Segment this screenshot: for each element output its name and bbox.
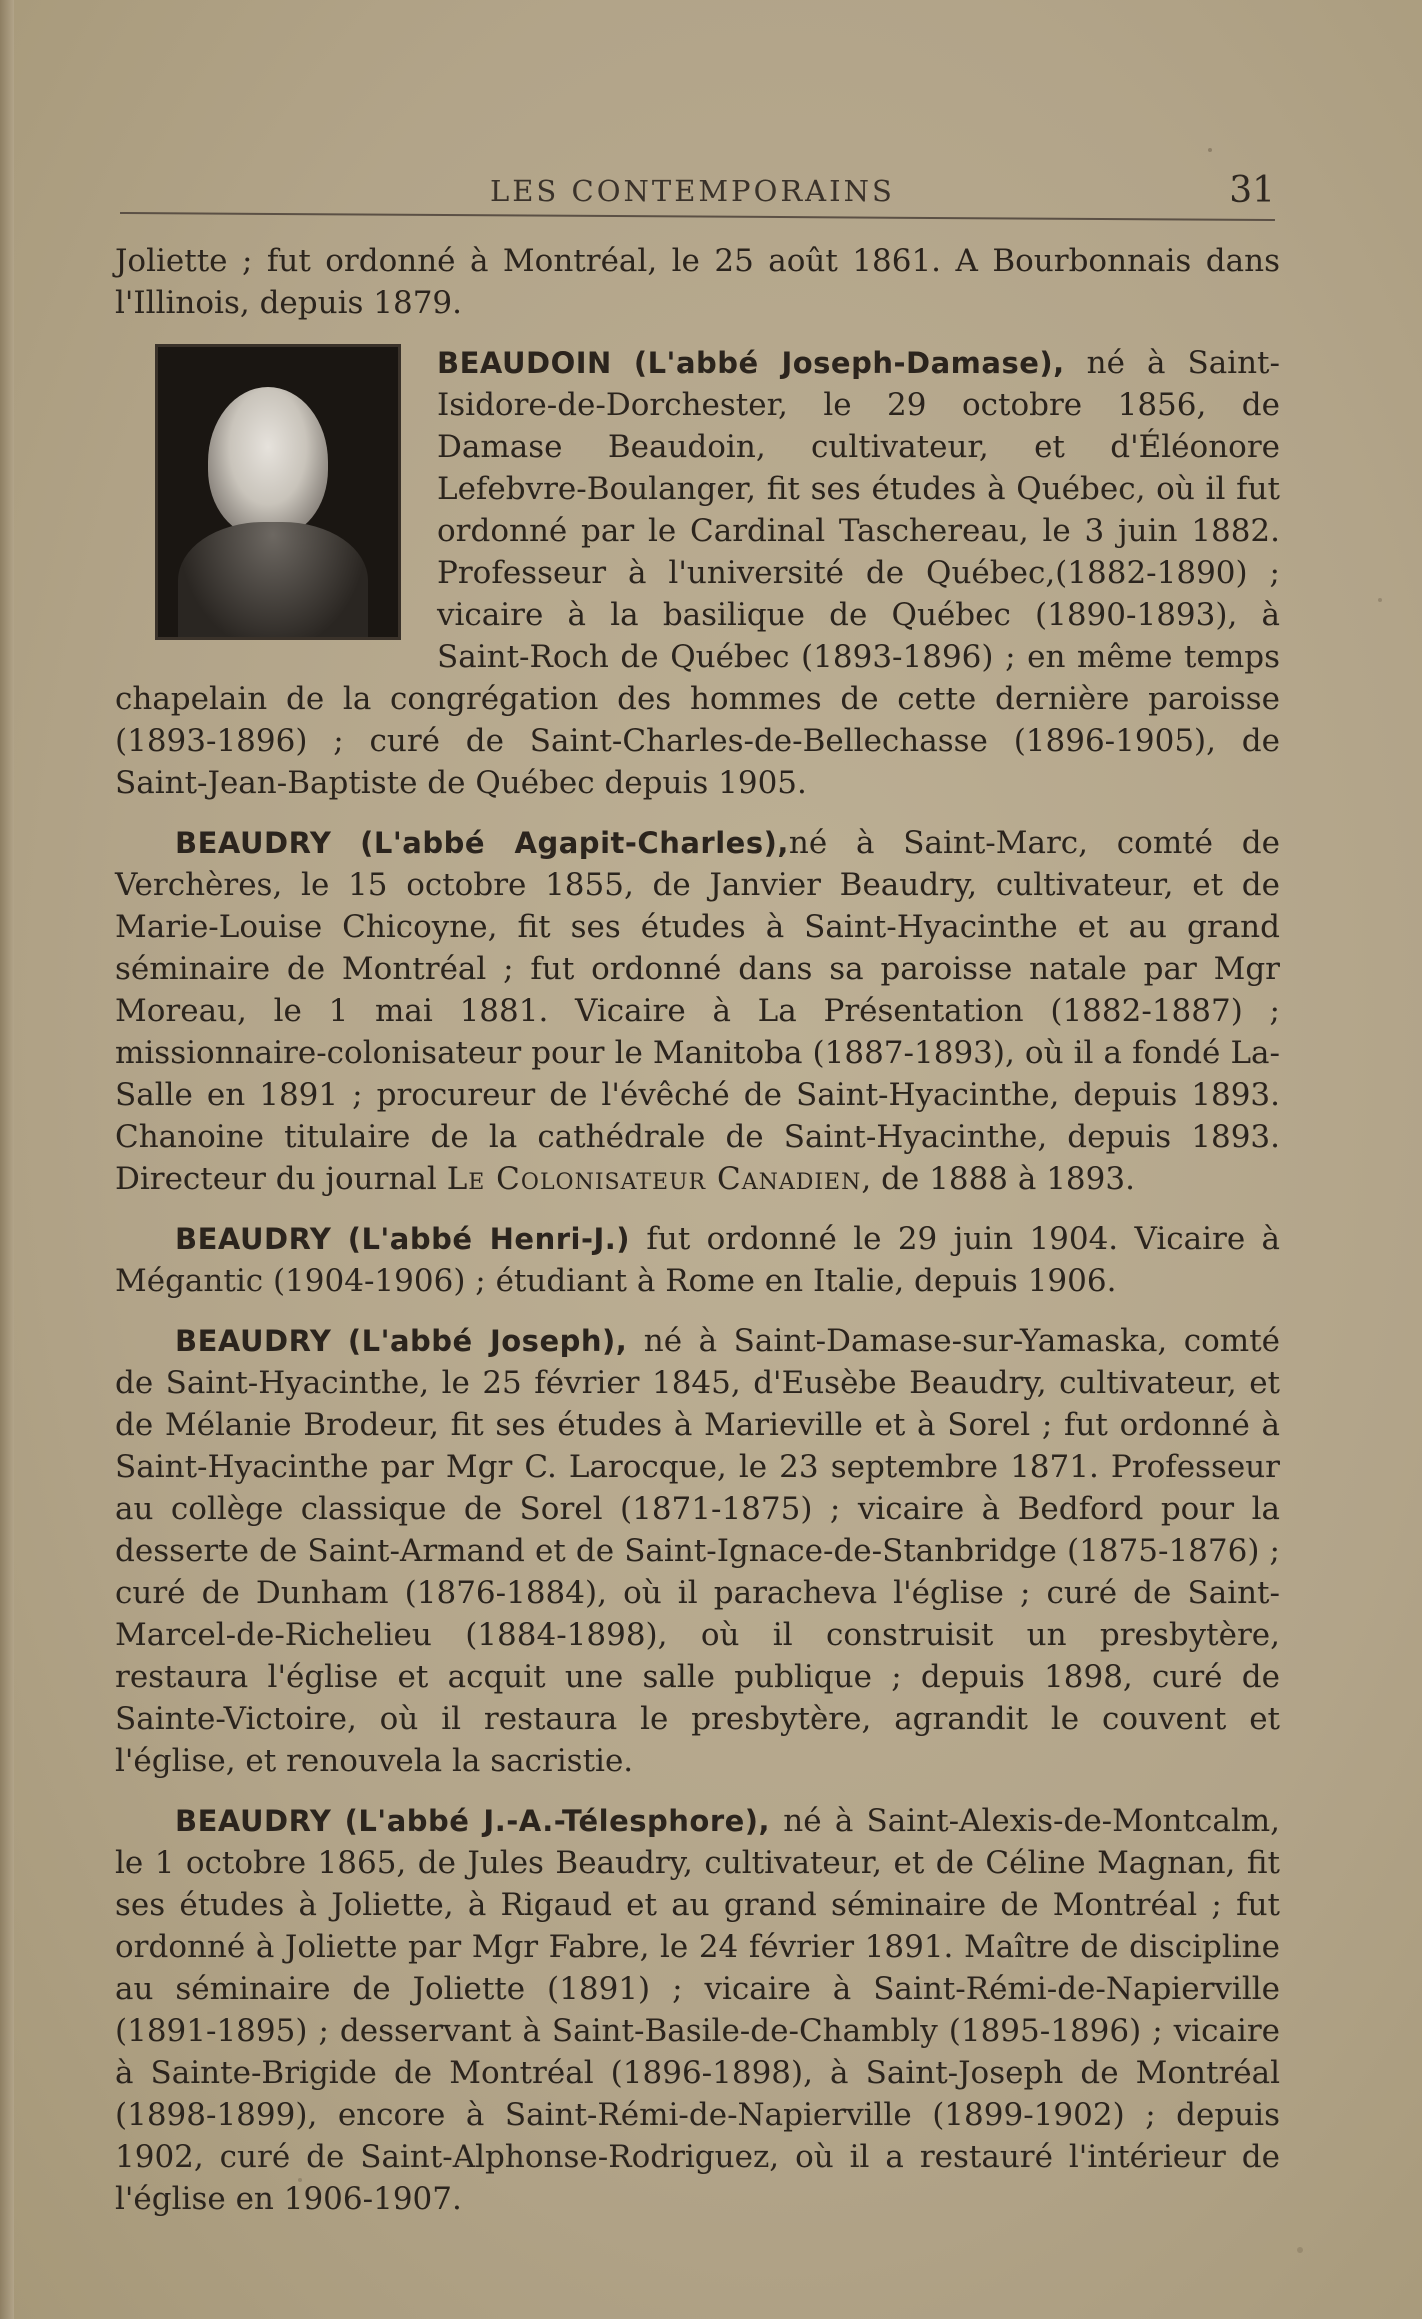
entry-text: né à Saint-Marc, comté de Verchères, le 15 octobre 1855, de Janvier Beaudry, cultivateur, et de Marie-Louise Chicoyne, fit ses études à Saint-Hyacinthe et au grand séminaire de Montréal ; fut ordonné dans sa paroisse natale par Mgr Moreau, le 1 mai 1881. Vicaire à La Présentation (1882-1887) ; missionnaire-colonisateur pour le Manitoba (1887-1893), où il a fondé La-Salle en 1891 ; procureur de l'évêché de Saint-Hyacinthe, depuis 1893. Chanoine titulaire de la cathédrale de Saint-Hyacinthe, depuis 1893. Directeur du journal [115, 825, 1281, 1197]
entry-beaudry-joseph [115, 1320, 1280, 1782]
entry-title: (L'abbé Henri-J.) [347, 1222, 631, 1256]
entry-surname: BEAUDRY [175, 1222, 332, 1256]
continuation-paragraph: Joliette ; fut ordonné à Montréal, le 25 août 1861. A Bourbonnais dans l'Illinois, depuis 1879. [115, 243, 1280, 321]
entry-title: (L'abbé Agapit-Charles), [360, 826, 789, 860]
entry-text: né à Saint-Alexis-de-Montcalm, le 1 octobre 1865, de Jules Beaudry, cultivateur, et de Céline Magnan, fit ses études à Joliette, à Rigaud et au grand séminaire de Montréal ; fut ordonné à Joliette par Mgr Fabre, le 24 février 1891. Maître de discipline au séminaire de Joliette (1891) ; vicaire à Saint-Rémi-de-Napierville (1891-1895) ; desservant à Saint-Basile-de-Chambly (1895-1896) ; vicaire à Sainte-Brigide de Montréal (1896-1898), à Saint-Joseph de Montréal (1898-1899), encore à Saint-Rémi-de-Napierville (1899-1902) ; depuis 1902, curé de Saint-Alphonse-Rodriguez, où il a restauré l'intérieur de l'église en 1906-1907. [115, 1803, 1280, 2217]
page-body [115, 240, 1280, 2238]
page-header [490, 170, 1280, 214]
entry-text: né à Saint-Damase-sur-Yamaska, comté de Saint-Hyacinthe, le 25 février 1845, d'Eusèbe Beaudry, cultivateur, et de Mélanie Brodeur, fit ses études à Marieville et à Sorel ; fut ordonné à Saint-Hyacinthe par Mgr C. Larocque, le 23 septembre 1871. Professeur au collège classique de Sorel (1871-1875) ; vicaire à Bedford pour la desserte de Saint-Armand et de Saint-Ignace-de-Stanbridge (1875-1876) ; curé de Dunham (1876-1884), où il paracheva l'église ; curé de Saint-Marcel-de-Richelieu (1884-1898), où il construisit un presbytère, restaura l'église et acquit une salle publique ; depuis 1898, curé de Sainte-Victoire, où il restaura le presbytère, agrandit le couvent et l'église, et renouvela la sacristie. [115, 1323, 1281, 1779]
entry-surname: BEAUDOIN [437, 346, 612, 380]
entry-beaudry-henri [115, 1218, 1280, 1302]
page-edge [0, 0, 14, 2319]
running-title: LES CONTEMPORAINS [490, 174, 895, 208]
entry-beaudoin-joseph-damase [115, 342, 1280, 804]
entry-text: fut ordonné le 29 juin 1904. Vicaire à Mégantic (1904-1906) ; étudiant à Rome en Italie, depuis 1906. [115, 1221, 1280, 1299]
entry-surname: BEAUDRY [175, 1804, 332, 1838]
portrait-photo [155, 344, 401, 640]
entry-title: (L'abbé J.-A.-Télesphore), [344, 1804, 771, 1838]
entry-beaudry-agapit-charles [115, 822, 1280, 1200]
entry-title: (L'abbé Joseph-Damase), [633, 346, 1065, 380]
page-number: 31 [1229, 170, 1275, 211]
entry-text-after: , de 1888 à 1893. [861, 1161, 1135, 1197]
entry-text: né à Saint-Isidore-de-Dorchester, le 29 octobre 1856, de Damase Beaudoin, cultivateur, et d'Éléonore Lefebvre-Boulanger, fit ses études à Québec, où il fut ordonné par le Cardinal Taschereau, le 3 juin 1882. Professeur à l'université de Québec,(1882-1890) ; vicaire à la basilique de Québec (1890-1893), à Saint-Roch de Québec (1893-1896) ; en même temps chapelain de la congrégation des hommes de cette dernière paroisse (1893-1896) ; curé de Saint-Charles-de-Bellechasse (1896-1905), de Saint-Jean-Baptiste de Québec depuis 1905. [115, 345, 1280, 801]
entry-beaudry-telesphore [115, 1800, 1280, 2220]
entry-title: (L'abbé Joseph), [347, 1324, 628, 1358]
entry-surname: BEAUDRY [175, 826, 332, 860]
journal-title: Le Colonisateur Canadien [446, 1161, 862, 1197]
entry-surname: BEAUDRY [175, 1324, 332, 1358]
